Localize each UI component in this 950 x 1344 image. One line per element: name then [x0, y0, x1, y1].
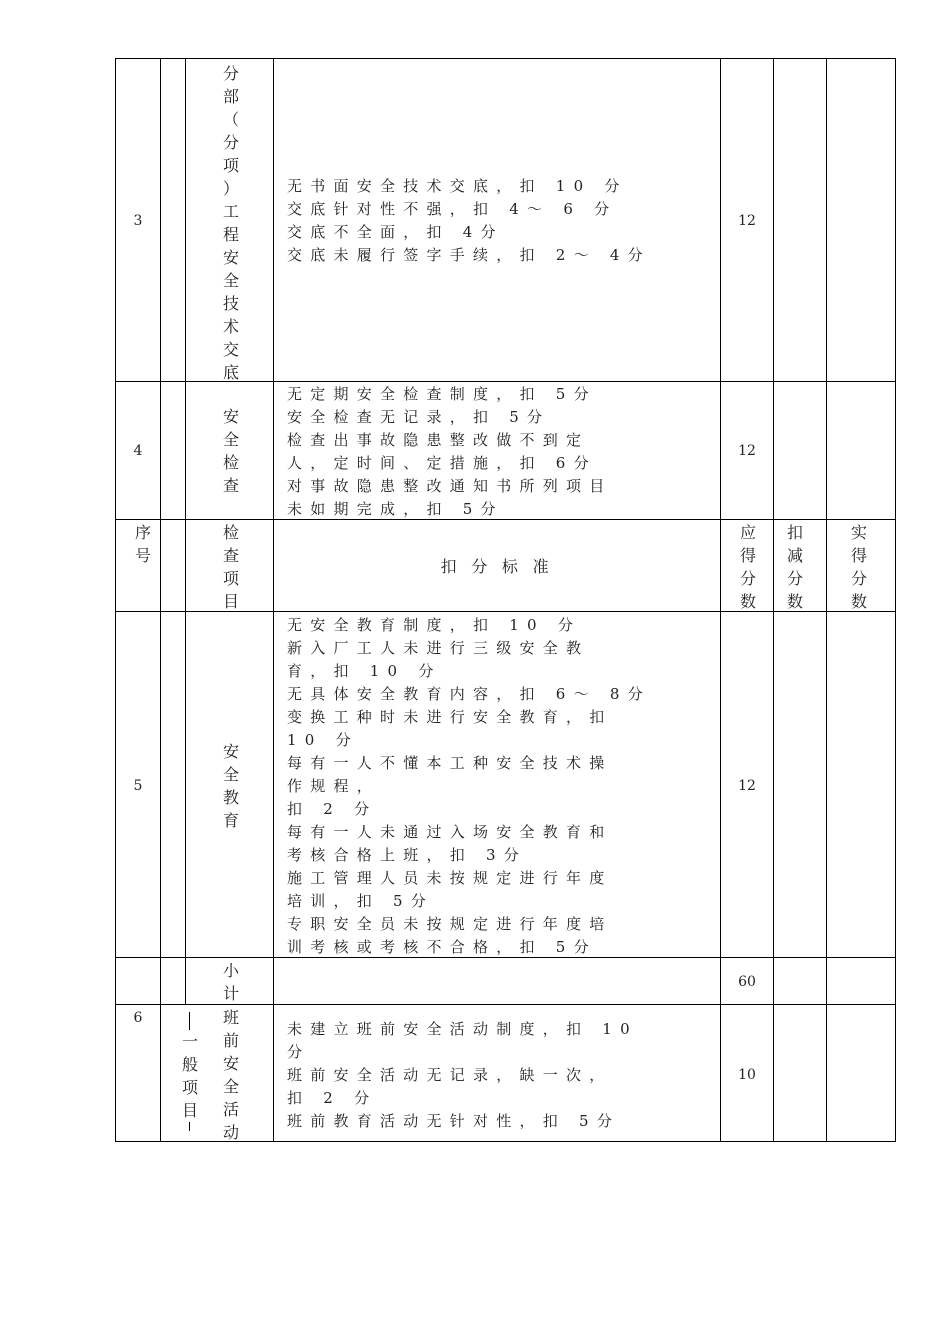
row-4-item: 安 全 检 查 [222, 407, 239, 495]
row-6-item: 班 前 安 全 活 动 [222, 1008, 239, 1142]
row-5-number: 5 [133, 778, 143, 794]
header-criteria: 扣 分 标 准 [440, 557, 554, 576]
row-5-criteria: 无安全教育制度，扣 10 分 新入厂工人未进行三级安全教 育，扣 10 分 无具体安全教育内容，扣 6～ 8分 变换工种时未进行安全教育，扣 10 分 每有一人不懂本工种安全技术操 作规程， 扣 2 分 每有一人未通过入场安全教育和 考核合格上班，扣 3分 施工管理人员未按规定进行年度 培训，扣 5分 专职安全员未按规定进行年度培 训考核或考核不合格，扣 5分 [287, 616, 651, 956]
subtotal-label: 小 计 [222, 961, 239, 1003]
header-actual-score: 实 得 分 数 [850, 523, 867, 611]
row-5-score: 12 [738, 778, 756, 794]
rule-right [895, 58, 896, 1142]
row-5-item: 安 全 教 育 [222, 742, 239, 830]
row-6-criteria: 未建立班前安全活动制度，扣 10 分 班前安全活动无记录，缺一次， 扣 2 分 班前教育活动无针对性，扣 5分 [287, 1020, 638, 1130]
header-no: 序 号 [134, 523, 151, 565]
rule-col-no [160, 58, 161, 1142]
row-3-number: 3 [133, 213, 143, 229]
row-6-number: 6 [133, 1010, 143, 1026]
row-4-score: 12 [738, 443, 756, 459]
subtotal-score: 60 [738, 974, 756, 990]
header-should-score: 应 得 分 数 [739, 523, 756, 611]
row-3-item: 分 部 （ 分 项 ） 工 程 安 全 技 术 交 底 [222, 64, 239, 382]
rule-top [115, 58, 895, 59]
rule-col-category-inner [185, 58, 186, 1004]
header-deduct-score: 扣 减 分 数 [786, 523, 803, 611]
row-3-criteria: 无书面安全技术交底，扣 10 分 交底针对性不强，扣 4～ 6 分 交底不全面，扣 4分 交底未履行签字手续，扣 2～ 4分 [287, 177, 651, 264]
rule-col-item [273, 58, 274, 1142]
category-general-items: 一 般 项 目 [175, 1030, 205, 1122]
header-item: 检 查 项 目 [222, 523, 239, 611]
row-6-score: 10 [738, 1067, 756, 1083]
row-4-number: 4 [133, 443, 143, 459]
row-3-score: 12 [738, 213, 756, 229]
rule-col-should [773, 58, 774, 1142]
row-4-criteria: 无定期安全检查制度，扣 5分 安全检查无记录，扣 5分 检查出事故隐患整改做不到定 人，定时间、定措施，扣 6分 对事故隐患整改通知书所列项目 未如期完成，扣 5分 [287, 385, 613, 518]
rule-col-deduct [826, 58, 827, 1142]
